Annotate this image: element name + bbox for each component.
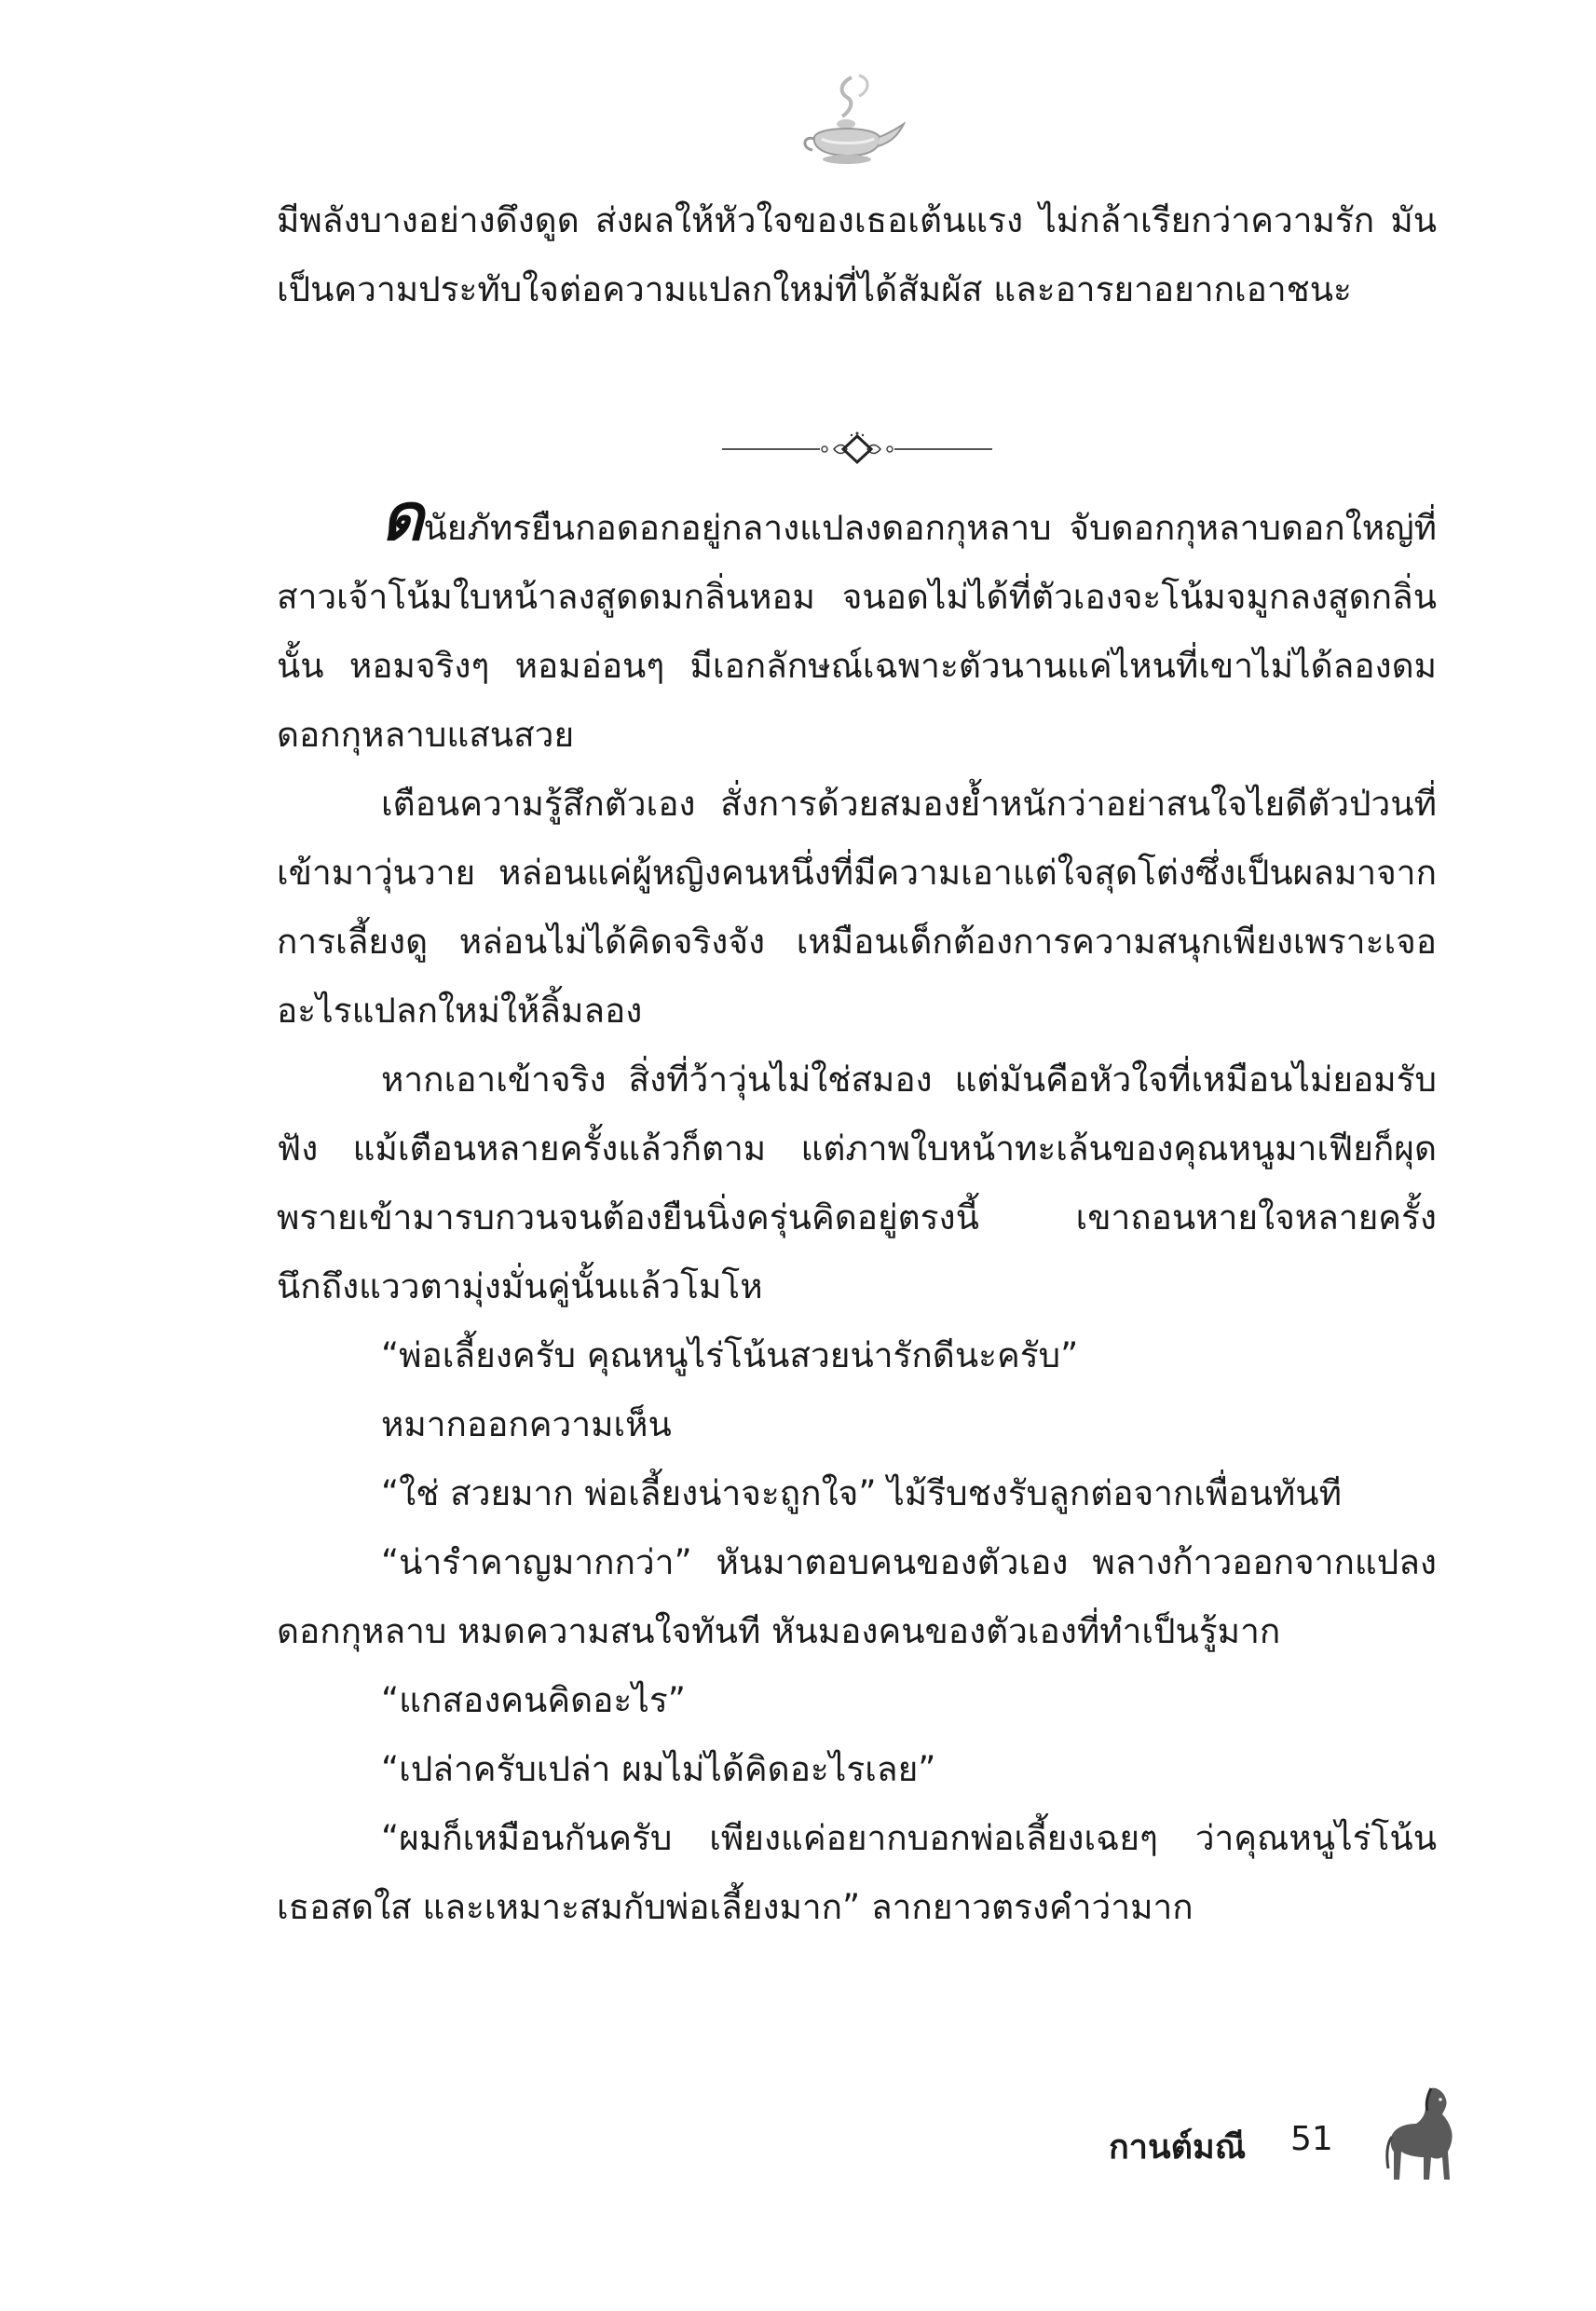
dialogue-line: “เปล่าครับเปล่า ผมไม่ได้คิดอะไรเลย” xyxy=(381,1749,936,1789)
horse-icon xyxy=(1379,2083,1463,2185)
paragraph: หมากออกความเห็น xyxy=(381,1404,672,1444)
ornamental-divider-icon xyxy=(722,431,992,468)
magic-lamp-icon xyxy=(794,70,906,172)
opening-paragraph xyxy=(277,478,1437,770)
main-text xyxy=(277,478,1437,1942)
drop-cap: ด xyxy=(381,478,424,555)
book-title: กานต์มณี xyxy=(1109,2128,1247,2167)
dialogue-line: “ผมก็เหมือนกันครับ เพียงแค่อยากบอกพ่อเลี้ยงเฉยๆ ว่าคุณหนูไร่โน้นเธอสดใส และเหมาะสมกับพ่อเลี้ยงมาก” ลากยาวตรงคำว่ามาก xyxy=(277,1818,1437,1927)
paragraph: มีพลังบางอย่างดึงดูด ส่งผลให้หัวใจของเธอเต้นแรง ไม่กล้าเรียกว่าความรัก มันเป็นความประทับใจต่อความแปลกใหม่ที่ได้สัมผัส และอารยาอยากเอาชนะ xyxy=(277,200,1437,309)
page-number: 51 xyxy=(1290,2120,1333,2158)
continuation-paragraph xyxy=(277,186,1437,324)
paragraph: เตือนความรู้สึกตัวเอง สั่งการด้วยสมองย้ำหนักว่าอย่าสนใจไยดีตัวป่วนที่เข้ามาวุ่นวาย หล่อนแค่ผู้หญิงคนหนึ่งที่มีความเอาแต่ใจสุดโต่งซึ่งเป็นผลมาจากการเลี้ยงดู หล่อนไม่ได้คิดจริงจัง เหมือนเด็กต้องการความสนุกเพียงเพราะเจออะไรแปลกใหม่ให้ลิ้มลอง xyxy=(277,784,1437,1031)
dialogue-line: “น่ารำคาญมากกว่า” หันมาตอบคนของตัวเอง พลางก้าวออกจากแปลงดอกกุหลาบ หมดความสนใจทันที หันมองคนของตัวเองที่ทำเป็นรู้มาก xyxy=(277,1542,1437,1651)
paragraph-text: นัยภัทรยืนกอดอกอยู่กลางแปลงดอกกุหลาบ จับดอกกุหลาบดอกใหญ่ที่สาวเจ้าโน้มใบหน้าลงสูดดมกลิ่นหอม จนอดไม่ได้ที่ตัวเองจะโน้มจมูกลงสูดกลิ่นนั้น หอมจริงๆ หอมอ่อนๆ มีเอกลักษณ์เฉพาะตัวนานแค่ไหนที่เขาไม่ได้ลองดมดอกกุหลาบแสนสวย xyxy=(277,508,1437,755)
dialogue-line: “แกสองคนคิดอะไร” xyxy=(381,1680,686,1720)
paragraph: หากเอาเข้าจริง สิ่งที่ว้าวุ่นไม่ใช่สมอง แต่มันคือหัวใจที่เหมือนไม่ยอมรับฟัง แม้เตือนหลายครั้งแล้วก็ตาม แต่ภาพใบหน้าทะเล้นของคุณหนูมาเฟียก็ผุดพรายเข้ามารบกวนจนต้องยืนนิ่งครุ่นคิดอยู่ตรงนี้ เขาถอนหายใจหลายครั้ง นึกถึงแววตามุ่งมั่นคู่นั้นแล้วโมโห xyxy=(277,1060,1437,1306)
dialogue-line: “ใช่ สวยมาก พ่อเลี้ยงน่าจะถูกใจ” ไม้รีบชงรับลูกต่อจากเพื่อนทันที xyxy=(381,1473,1342,1513)
dialogue-line: “พ่อเลี้ยงครับ คุณหนูไร่โน้นสวยน่ารักดีนะครับ” xyxy=(381,1335,1079,1375)
